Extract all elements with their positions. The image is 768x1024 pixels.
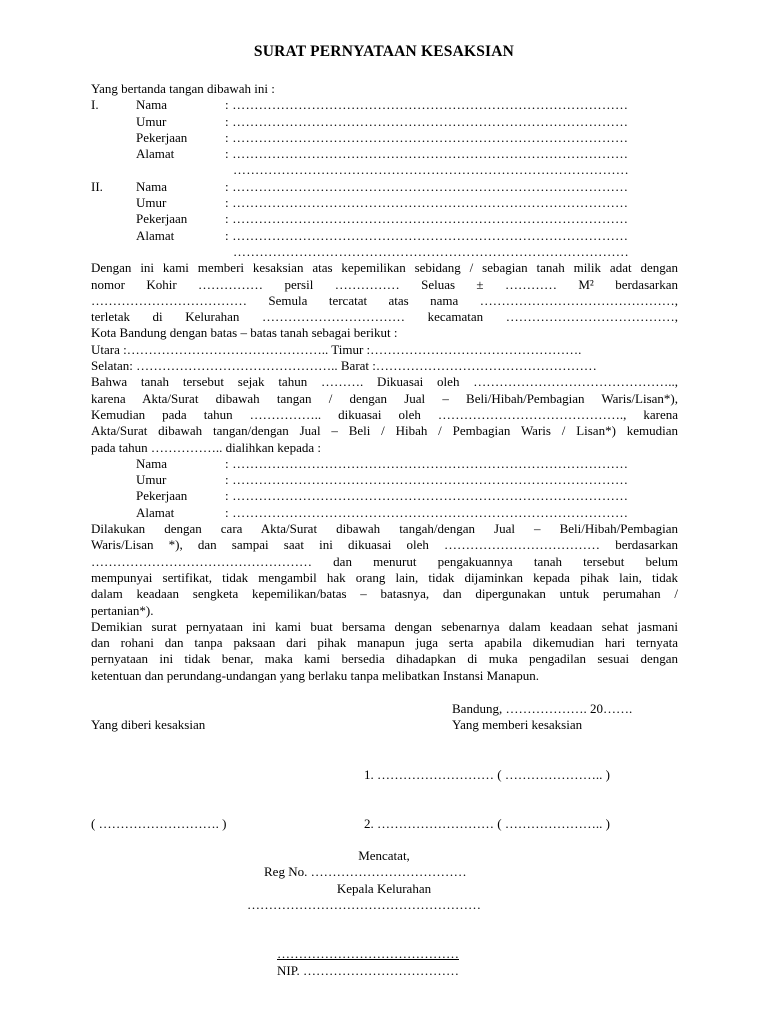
paragraph-line: Dilakukan dengan cara Akta/Surat dibawah tangah/dengan Jual – Beli/Hibah/Pembagian (91, 521, 678, 537)
field-label: Pekerjaan (136, 488, 188, 504)
transferee-address-row (91, 505, 678, 521)
paragraph-line: Akta/Surat dibawah tangan/dengan Jual – Beli / Hibah / Pembagian Waris / Lisan*) kemudian (91, 423, 678, 439)
paragraph-line: pada tahun …………….. dialihkan kepada : (91, 439, 321, 455)
transferee-name-row (91, 456, 678, 472)
person-one-job-row (91, 130, 678, 146)
person-one-block (91, 97, 678, 178)
left-signature-line: ( ………………………. ) (91, 816, 227, 831)
field-value: : ……………………………………………………………………………… (225, 488, 629, 504)
document-body (91, 81, 678, 684)
left-signatory-heading: Yang diberi kesaksian (91, 717, 206, 732)
paragraph-line: Dengan ini kami memberi kesaksian atas kepemilikan sebidang / sebagian tanah milik adat dengan (91, 260, 678, 276)
witness-one-line: 1. ……………………… ( ………………….. ) (364, 767, 610, 782)
field-value: : ……………………………………………………………………………… (225, 211, 629, 227)
transferee-job-row (91, 488, 678, 504)
border-south-west: Selatan: ……………………………………….. Barat :…………………………………………… (91, 358, 597, 374)
person-one-name-row (91, 97, 678, 113)
person-two-block (91, 179, 678, 260)
mencatat-label: Mencatat, (358, 848, 410, 863)
field-value: ……………………………………………………………………………… (233, 162, 629, 178)
field-value: : ……………………………………………………………………………… (225, 227, 629, 243)
paragraph-line: nomor Kohir …………… persil …………… Seluas ± ………… M² berdasarkan (91, 276, 678, 292)
field-value: : ……………………………………………………………………………… (225, 129, 629, 145)
paragraph-line: dan rohani dan tanpa paksaan dari pihak manapun juga serta apabila dikemudian hari ternyata (91, 635, 678, 651)
witness-two-line: 2. ……………………… ( ………………….. ) (364, 816, 610, 831)
right-signatory-heading: Yang memberi kesaksian (452, 717, 583, 732)
field-label: Alamat (136, 504, 175, 520)
field-label: Nama (136, 97, 168, 113)
paragraph-line: terletak di Kelurahan …………………………… kecamatan …………………………………, (91, 309, 678, 325)
intro-line: Yang bertanda tangan dibawah ini : (91, 81, 275, 96)
person-two-number: II. (91, 178, 103, 194)
field-value: : ……………………………………………………………………………… (225, 472, 629, 488)
field-value: : ……………………………………………………………………………… (225, 146, 629, 162)
field-label: Nama (136, 455, 168, 471)
field-value: : ……………………………………………………………………………… (225, 455, 629, 471)
field-label: Umur (136, 472, 167, 488)
paragraph-line: Bahwa tanah tersebut sejak tahun ………. Dikuasai oleh ……………………………………….., (91, 374, 678, 390)
person-one-address-extra (91, 162, 678, 178)
official-signature-line: …………………………………… (277, 946, 459, 961)
transferee-age-row (91, 472, 678, 488)
field-value: : ……………………………………………………………………………… (225, 113, 629, 129)
person-one-number: I. (91, 97, 99, 113)
ownership-paragraph (91, 260, 678, 341)
person-two-address-extra (91, 244, 678, 260)
kepala-kelurahan-label: Kepala Kelurahan (336, 881, 432, 896)
field-value: : ……………………………………………………………………………… (225, 504, 629, 520)
person-two-job-row (91, 211, 678, 227)
kepala-kelurahan-dots: ……………………………………………… (247, 897, 481, 912)
transferee-block (91, 456, 678, 521)
paragraph-line: Kemudian pada tahun …………….. dikuasai oleh ……………………………………., karena (91, 406, 678, 422)
paragraph-line: pertanian*). (91, 602, 154, 618)
closing-paragraph (91, 619, 678, 684)
field-label: Alamat (136, 227, 175, 243)
document-title: SURAT PERNYATAAN KESAKSIAN (253, 43, 515, 60)
field-value: : ……………………………………………………………………………… (225, 178, 629, 194)
person-two-address-row (91, 228, 678, 244)
paragraph-line: dalam keadaan sengketa kepemilikan/batas – batasnya, dan dipergunakan untuk perumahan / (91, 586, 678, 602)
field-label: Pekerjaan (136, 129, 188, 145)
paragraph-line: Waris/Lisan *), dan sampai saat ini dikuasai oleh ……………………………… berdasarkan (91, 537, 678, 553)
field-value: : ……………………………………………………………………………… (225, 195, 629, 211)
place-date: Bandung, ………………. 20……. (452, 701, 633, 716)
reg-number-line: Reg No. ……………………………… (264, 864, 467, 879)
paragraph-line: …………………………………………… dan menurut pengakuannya tanah tersebut belum (91, 553, 678, 569)
paragraph-line: Demikian surat pernyataan ini kami buat bersama dengan sebenarnya dalam keadaan sehat jasmani (91, 618, 678, 634)
field-label: Pekerjaan (136, 211, 188, 227)
person-one-age-row (91, 114, 678, 130)
person-one-address-row (91, 146, 678, 162)
paragraph-line: ……………………………… Semula tercatat atas nama ………………………………………, (91, 292, 678, 308)
land-borders (91, 342, 678, 375)
paragraph-line: karena Akta/Surat dibawah tangan / dengan Jual – Beli/Hibah/Pembagian Waris/Lisan*), (91, 390, 678, 406)
field-label: Umur (136, 195, 167, 211)
field-label: Umur (136, 113, 167, 129)
history-paragraph (91, 374, 678, 455)
field-label: Alamat (136, 146, 175, 162)
person-two-name-row (91, 179, 678, 195)
acquisition-paragraph (91, 521, 678, 619)
paragraph-line: pernyataan ini tidak benar, maka kami bersedia dihadapkan di muka pengadilan sesuai dengan (91, 651, 678, 667)
person-two-age-row (91, 195, 678, 211)
border-north-east: Utara :……………………………………….. Timur :…………………………………………. (91, 341, 582, 357)
field-value: ……………………………………………………………………………… (233, 243, 629, 259)
paragraph-line: Kota Bandung dengan batas – batas tanah sebagai berikut : (91, 325, 398, 341)
field-value: : ……………………………………………………………………………… (225, 97, 629, 113)
field-label: Nama (136, 178, 168, 194)
nip-line: NIP. ……………………………… (277, 963, 460, 978)
paragraph-line: mempunyai sertifikat, tidak mengambil hak orang lain, tidak dijaminkan kepada pihak lain, tidak (91, 569, 678, 585)
paragraph-line: ketentuan dan perundang-undangan yang berlaku tanpa melibatkan Instansi Manapun. (91, 667, 539, 683)
